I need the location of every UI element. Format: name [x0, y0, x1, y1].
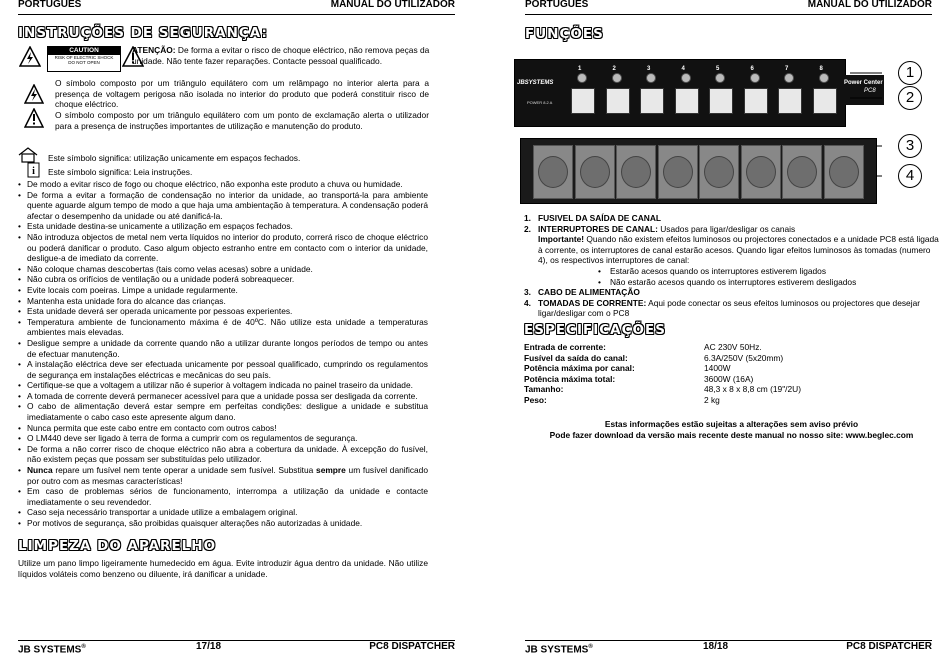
socket-strip [533, 143, 867, 199]
socket-face [580, 156, 610, 188]
feature-item [524, 298, 939, 319]
important-lead: Importante! [538, 234, 585, 245]
page-header [525, 0, 932, 15]
lightning-symbol-icon [24, 84, 44, 104]
spec-key: Fusível da saída do canal: [524, 352, 628, 363]
feature-number: 1. [524, 213, 531, 223]
power-socket[interactable] [741, 145, 781, 199]
footer-model: PC8 DISPATCHER [846, 641, 932, 652]
safety-bullet-list [18, 179, 428, 529]
sub-bullet-text: Não estarão acesos quando os interruptores estiverem desligados [610, 276, 857, 287]
notice-changes: Estas informações estão sujeitas a alterações sem aviso prévio [604, 419, 859, 429]
footer-model: PC8 DISPATCHER [369, 641, 455, 652]
indoor-use-icon [18, 147, 38, 163]
page-header [18, 0, 455, 15]
attention-body: De forma a evitar o risco de choque eléctrico, não remova peças da unidade. Não tente fazer reparações. Contacte pessoal qualificado. [132, 45, 430, 66]
feature-title: TOMADAS DE CORRENTE: [538, 297, 647, 308]
safety-bullet: • De modo a evitar risco de fogo ou choque eléctrico, não exponha este produto a chuva ou humidade. [18, 179, 428, 190]
channel-number: 2 [612, 66, 616, 72]
safety-bullet: • O LM440 deve ser ligado à terra de forma a cumprir com os regulamentos de segurança. [18, 433, 428, 444]
power-socket[interactable] [658, 145, 698, 199]
callout-1: 1 [898, 61, 922, 85]
socket-face [787, 156, 817, 188]
spec-key: Peso: [524, 394, 547, 405]
footer-brand-reg: ® [588, 644, 593, 650]
safety-bullet: • Não introduza objectos de metal nem verta líquidos no interior do produto, correrá risco de choque eléctrico ou poderá danificar o produto. Caso algum objecto estranho entre em contacto com o interior da unidade, desligue-a de imediato da corrente. [18, 232, 428, 264]
header-manual-title: MANUAL DO UTILIZADOR [807, 0, 932, 10]
spec-value: 2 kg [704, 394, 720, 405]
socket-face [621, 156, 651, 188]
power-socket[interactable] [782, 145, 822, 199]
feature-title: INTERRUPTORES DE CANAL: [538, 223, 658, 234]
header-language: PORTUGUÊS [525, 0, 589, 10]
lightning-symbol-text: O símbolo composto por um triângulo equilátero com um relâmpago no interior alerta para a presença de voltagem perigosa não isolada no interior do produto que poderá constituir risco de choque eléctrico. [55, 78, 429, 110]
power-socket[interactable] [824, 145, 864, 199]
header-language: PORTUGUÊS [18, 0, 82, 10]
read-instructions-icon [27, 162, 41, 178]
header-manual-title: MANUAL DO UTILIZADOR [330, 0, 455, 10]
caution-label [47, 46, 121, 72]
read-instructions-text: Este símbolo significa: Leia instruções. [48, 167, 193, 177]
specs-title: ESPECIFICAÇÕES [524, 322, 666, 338]
page-footer [18, 640, 455, 655]
safety-bullet: • Certifique-se que a voltagem a utilizar não é superior à voltagem indicada no painel traseiro da unidade. [18, 380, 428, 391]
safety-bullet: • De forma a evitar a formação de condensação no interior da unidade, ao transportá-la para ambiente quente aguarde algum tempo de modo a que haja uma ambientação à temperatura. A condensação poderá afectar o desempenho da unidade ou até danificá-la. [18, 190, 428, 222]
caution-label-title: CAUTION [48, 47, 120, 55]
power-socket[interactable] [533, 145, 573, 199]
panel-sublabel: PC8 [864, 88, 876, 94]
safety-bullet: • Nunca permita que este cabo entre em contacto com outros cabos! [18, 423, 428, 434]
spec-value: 6.3A/250V (5x20mm) [704, 352, 784, 363]
bullet-icon: • [598, 276, 601, 287]
channel-number: 7 [785, 66, 789, 72]
spec-key: Potência máxima por canal: [524, 363, 635, 373]
footer-page-number: 18/18 [703, 641, 729, 652]
caution-label-line1: RISK OF ELECTRIC SHOCK [54, 55, 114, 60]
safety-bullet: • Caso seja necessário transportar a unidade utilize a embalagem original. [18, 507, 428, 518]
feature-item [524, 224, 939, 235]
power-socket[interactable] [699, 145, 739, 199]
socket-face [538, 156, 568, 188]
feature-text: Aqui pode conectar os seus efeitos luminosos ou projectores que desejar ligar/desligar com o PC8 [538, 297, 921, 319]
safety-bullet: • Desligue sempre a unidade da corrente quando não a utilizar durante longos períodos de tempo ou antes de efectuar manutenção. [18, 338, 428, 359]
footer-page-number: 17/18 [196, 641, 222, 652]
functions-title: FUNÇÕES [525, 26, 604, 42]
footer-brand-name: JB SYSTEMS [18, 644, 82, 656]
fuse-nunca: Nunca [27, 465, 53, 476]
socket-face [704, 156, 734, 188]
feature-title: CABO DE ALIMENTAÇÃO [538, 287, 640, 298]
safety-bullet: • Por motivos de segurança, são proibidas quaisquer alterações não autorizadas à unidade. [18, 518, 428, 529]
channel-number: 8 [819, 66, 823, 72]
power-socket[interactable] [616, 145, 656, 199]
feature-item [524, 287, 939, 298]
panel-model: POWER 8.2 A [527, 100, 553, 105]
rear-panel [520, 138, 877, 204]
panel-brand: JBSYSTEMS [517, 80, 554, 86]
safety-bullet: • A tomada de corrente deverá permanecer acessível para que a unidade possa ser desligada da corrente. [18, 391, 428, 402]
callout-2: 2 [898, 86, 922, 110]
safety-bullet: • Esta unidade destina-se unicamente a utilização em espaços fechados. [18, 221, 428, 232]
safety-bullet: • Em caso de problemas sérios de funcionamento, interrompa a utilização da unidade e contacte imediatamente o seu revendedor. [18, 486, 428, 507]
socket-face [746, 156, 776, 188]
spec-value: 48,3 x 8 x 8,8 cm (19"/2U) [704, 384, 801, 394]
safety-bullet: • Temperatura ambiente de funcionamento máxima é de 40ºC. Não utilize esta unidade a temperaturas ambientes mais elevadas. [18, 317, 428, 338]
feature-text: Usados para ligar/desligar os canais [657, 223, 796, 234]
indoor-use-text: Este símbolo significa: utilização unicamente em espaços fechados. [48, 153, 301, 163]
fuse-part2: um fusível danificado por outro com as mesmas características! [27, 465, 428, 486]
fuse-part1: repare um fusível nem tente operar a unidade sem fusível. Substitua [52, 465, 317, 476]
channel-number: 5 [716, 66, 720, 72]
power-socket[interactable] [575, 145, 615, 199]
safety-bullet: • Não coloque chamas descobertas (tais como velas acesas) sobre a unidade. [18, 264, 428, 275]
socket-face [829, 156, 859, 188]
spec-value: 3600W (16A) [704, 373, 754, 384]
footer-brand-reg: ® [81, 644, 86, 650]
fuse-sempre: sempre [316, 465, 346, 476]
socket-face [663, 156, 693, 188]
features-list [524, 213, 939, 319]
safety-bullet: • Esta unidade deverá ser operada unicamente por pessoas experientes. [18, 306, 428, 317]
channel-number: 4 [681, 66, 685, 72]
exclamation-symbol-icon [24, 108, 44, 128]
page-footer-right [525, 640, 932, 655]
important-text: Quando não existem efeitos luminosos ou projectores conectados e a unidade PC8 está ligada à corrente, os interruptores de canal estarão acesos. Quando ligar efeitos luminosos às tomadas (numero 4), os respectivos interruptores de canal: [538, 234, 939, 266]
important-note [524, 234, 939, 266]
bullet-icon: • [598, 265, 601, 276]
lightning-warning-icon [19, 46, 41, 68]
safety-bullet [18, 465, 428, 486]
spec-key: Tamanho: [524, 384, 564, 394]
feature-item [524, 213, 939, 224]
safety-bullet: • Evite locais com poeiras. Limpe a unidade regularmente. [18, 285, 428, 296]
caution-label-line2: DO NOT OPEN [68, 60, 100, 65]
spec-key: Entrada de corrente: [524, 342, 606, 352]
cleaning-title: LIMPEZA DO APARELHO [18, 538, 217, 554]
footer-brand-name: JB SYSTEMS [525, 644, 589, 656]
attention-text [132, 45, 432, 66]
left-page [0, 0, 475, 654]
safety-bullet: • O cabo de alimentação deverá estar sempre em perfeitas condições: desligue a unidade e substitua imediatamente o cabo caso este apresente algum dano. [18, 401, 428, 422]
callout-4: 4 [898, 164, 922, 188]
callout-3: 3 [898, 134, 922, 158]
safety-bullet: • Mantenha esta unidade fora do alcance das crianças. [18, 296, 428, 307]
exclamation-symbol-text: O símbolo composto por um triângulo equilátero com um ponto de exclamação alerta o utilizador para a presença de instruções importantes de utilização e manutenção do produto. [55, 110, 429, 131]
safety-title: INSTRUÇÕES DE SEGURANÇA: [18, 25, 268, 41]
spec-value: AC 230V 50Hz. [704, 342, 762, 352]
safety-bullet: • Não cubra os orifícios de ventilação ou a unidade poderá sobreaquecer. [18, 274, 428, 285]
feature-number: 4. [524, 297, 531, 308]
feature-number: 2. [524, 223, 531, 234]
panel-label: Power Center [844, 80, 883, 86]
sub-bullet [524, 266, 939, 277]
svg-text:i: i [32, 166, 35, 177]
channel-number: 1 [578, 66, 582, 72]
sub-bullet-text: Estarão acesos quando os interruptores estiverem ligados [610, 265, 827, 276]
attention-lead: ATENÇÃO: [132, 45, 176, 55]
channel-number: 3 [647, 66, 651, 72]
safety-bullet: • De forma a não correr risco de choque eléctrico não abra a cobertura da unidade. À excepção do fusível, não existem peças que possam ser substituídas pelo utilizador. [18, 444, 428, 465]
cleaning-text: Utilize um pano limpo ligeiramente humedecido em água. Evite introduzir água dentro da unidade. Não utilize líquidos voláteis como benzeno ou diluente, irá danificar a unidade. [18, 558, 428, 579]
safety-bullet: • A instalação eléctrica deve ser efectuada unicamente por pessoal qualificado, cumprindo os regulamentos de segurança em instalações eléctricas e mecânicas do seu país. [18, 359, 428, 380]
feature-number: 3. [524, 287, 531, 298]
spec-key: Potência máxima total: [524, 373, 616, 384]
channel-number: 6 [750, 66, 754, 72]
notice-download: Pode fazer download da versão mais recente deste manual no nosso site: www.beglec.com [549, 430, 914, 440]
spec-value: 1400W [704, 363, 731, 373]
sub-bullet [524, 277, 939, 288]
feature-title: FUSIVEL DA SAÍDA DE CANAL [538, 213, 661, 223]
